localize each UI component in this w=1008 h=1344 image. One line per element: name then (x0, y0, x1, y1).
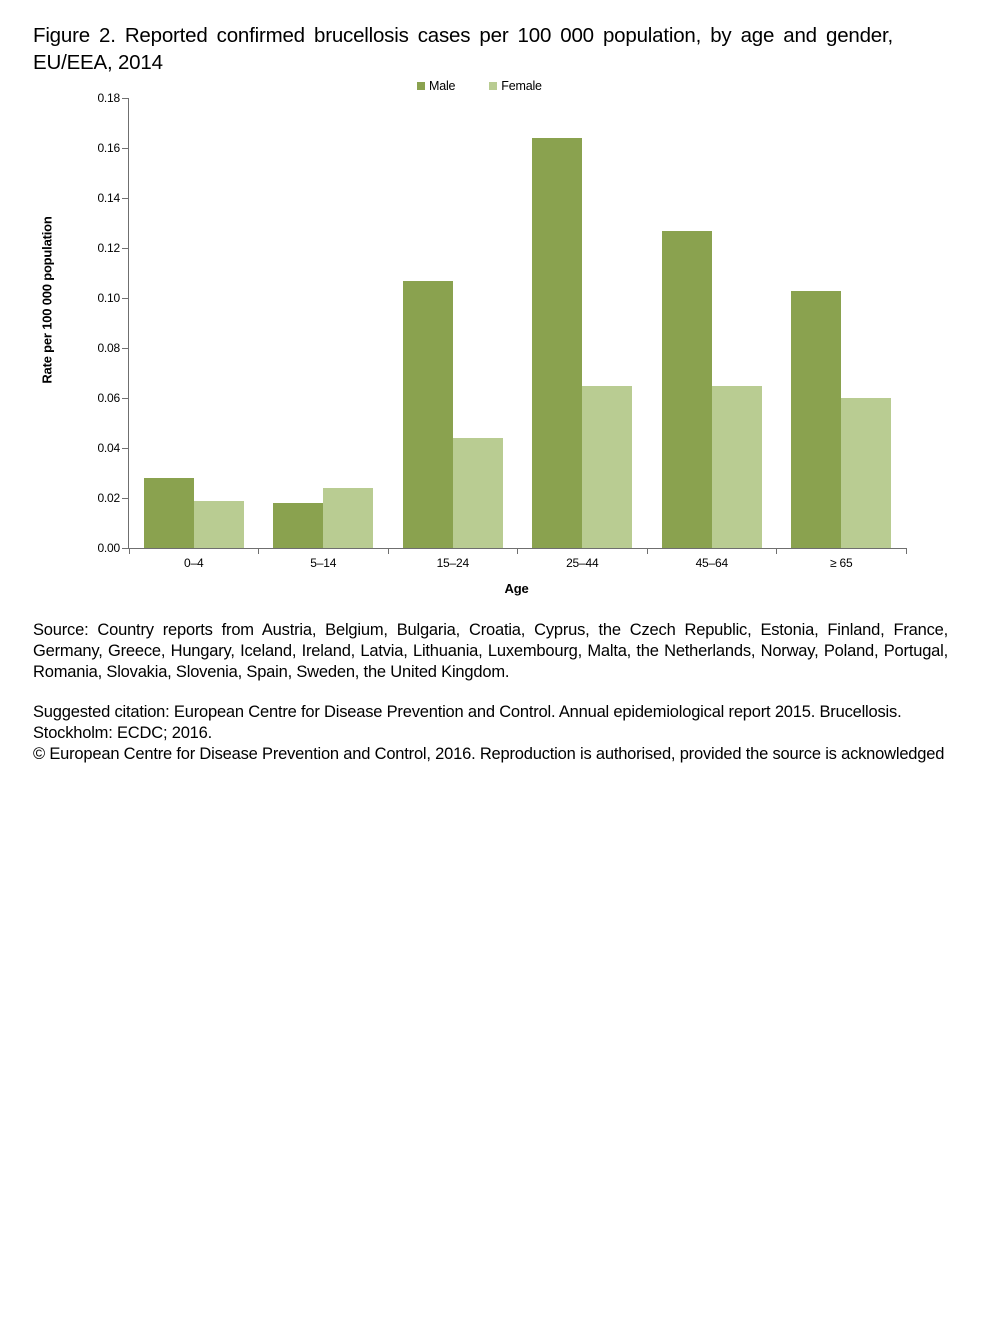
x-axis-tick (517, 548, 518, 554)
bar-male-1 (273, 503, 323, 548)
source-text: Source: Country reports from Austria, Belgium, Bulgaria, Croatia, Cyprus, the Czech Republic, Estonia, Finland, France, Germany, Greece, Hungary, Iceland, Ireland, Latvia, Lithuania, Luxembourg, Malta, the Netherlands, Norway, Poland, Portugal, Romania, Slovakia, Slovenia, Spain, Sweden, the United Kingdom. (33, 621, 948, 681)
x-axis-category-label: 15–24 (436, 556, 469, 570)
figure-title-line1: Figure 2. Reported confirmed brucellosis cases per 100 000 population, by age and gender, (33, 23, 893, 47)
y-axis-tick (122, 348, 129, 349)
y-axis-tick-label: 0.02 (97, 491, 120, 505)
x-axis-category-label: 5–14 (310, 556, 337, 570)
bar-female-4 (712, 386, 762, 549)
copyright-text: © European Centre for Disease Prevention and Control, 2016. Reproduction is authorised, provided the source is acknowledged (33, 745, 945, 763)
y-axis-tick (122, 198, 129, 199)
bar-female-2 (453, 438, 503, 548)
y-axis-tick-label: 0.16 (97, 141, 120, 155)
bar-female-0 (194, 501, 244, 549)
plot-area (97, 91, 906, 570)
x-axis-tick (906, 548, 907, 554)
y-axis-tick-label: 0.08 (97, 341, 120, 355)
legend-item-male (417, 79, 455, 93)
y-axis-tick (122, 498, 129, 499)
male-legend-label: Male (429, 79, 456, 93)
y-axis-tick-label: 0.12 (97, 241, 120, 255)
y-axis-tick-label: 0.10 (97, 291, 120, 305)
y-axis-tick-label: 0.04 (97, 441, 120, 455)
x-axis-tick (129, 548, 130, 554)
x-axis-title: Age (504, 581, 529, 596)
y-axis-tick-label: 0.14 (97, 191, 120, 205)
x-axis-category-label: 0–4 (184, 556, 204, 570)
male-legend-swatch (417, 82, 425, 90)
x-axis-tick (258, 548, 259, 554)
y-axis-tick (122, 148, 129, 149)
x-axis-tick (776, 548, 777, 554)
bar-male-2 (403, 281, 453, 549)
bar-female-3 (582, 386, 632, 549)
bar-male-5 (791, 291, 841, 549)
y-axis-tick (122, 98, 129, 99)
y-axis-title: Rate per 100 000 population (39, 216, 55, 384)
female-legend-swatch (489, 82, 497, 90)
figure-title (33, 22, 893, 76)
figure-title-line2: EU/EEA, 2014 (33, 50, 163, 74)
y-axis-tick (122, 298, 129, 299)
bar-male-4 (662, 231, 712, 549)
y-axis-tick-label: 0.00 (97, 541, 120, 555)
x-axis-tick (647, 548, 648, 554)
figure-footer (33, 620, 948, 765)
x-axis-tick (388, 548, 389, 554)
y-axis-tick (122, 248, 129, 249)
bar-female-1 (323, 488, 373, 548)
female-legend-label: Female (501, 79, 542, 93)
bar-female-5 (841, 398, 891, 548)
y-axis-tick (122, 398, 129, 399)
x-axis-category-label: ≥ 65 (830, 556, 853, 570)
citation-line2: Stockholm: ECDC; 2016. (33, 724, 213, 742)
y-axis-tick-label: 0.18 (97, 91, 120, 105)
y-axis-tick-label: 0.06 (97, 391, 120, 405)
x-axis-category-label: 25–44 (566, 556, 599, 570)
bar-male-3 (532, 138, 582, 548)
bar-male-0 (144, 478, 194, 548)
legend-item-female (489, 79, 541, 93)
suggested-citation (33, 702, 948, 744)
x-axis-category-label: 45–64 (695, 556, 728, 570)
chart-legend (417, 79, 542, 93)
citation-line1: Suggested citation: European Centre for Disease Prevention and Control. Annual epidemiological report 2015. Brucellosis. (33, 703, 902, 721)
y-axis-tick (122, 448, 129, 449)
